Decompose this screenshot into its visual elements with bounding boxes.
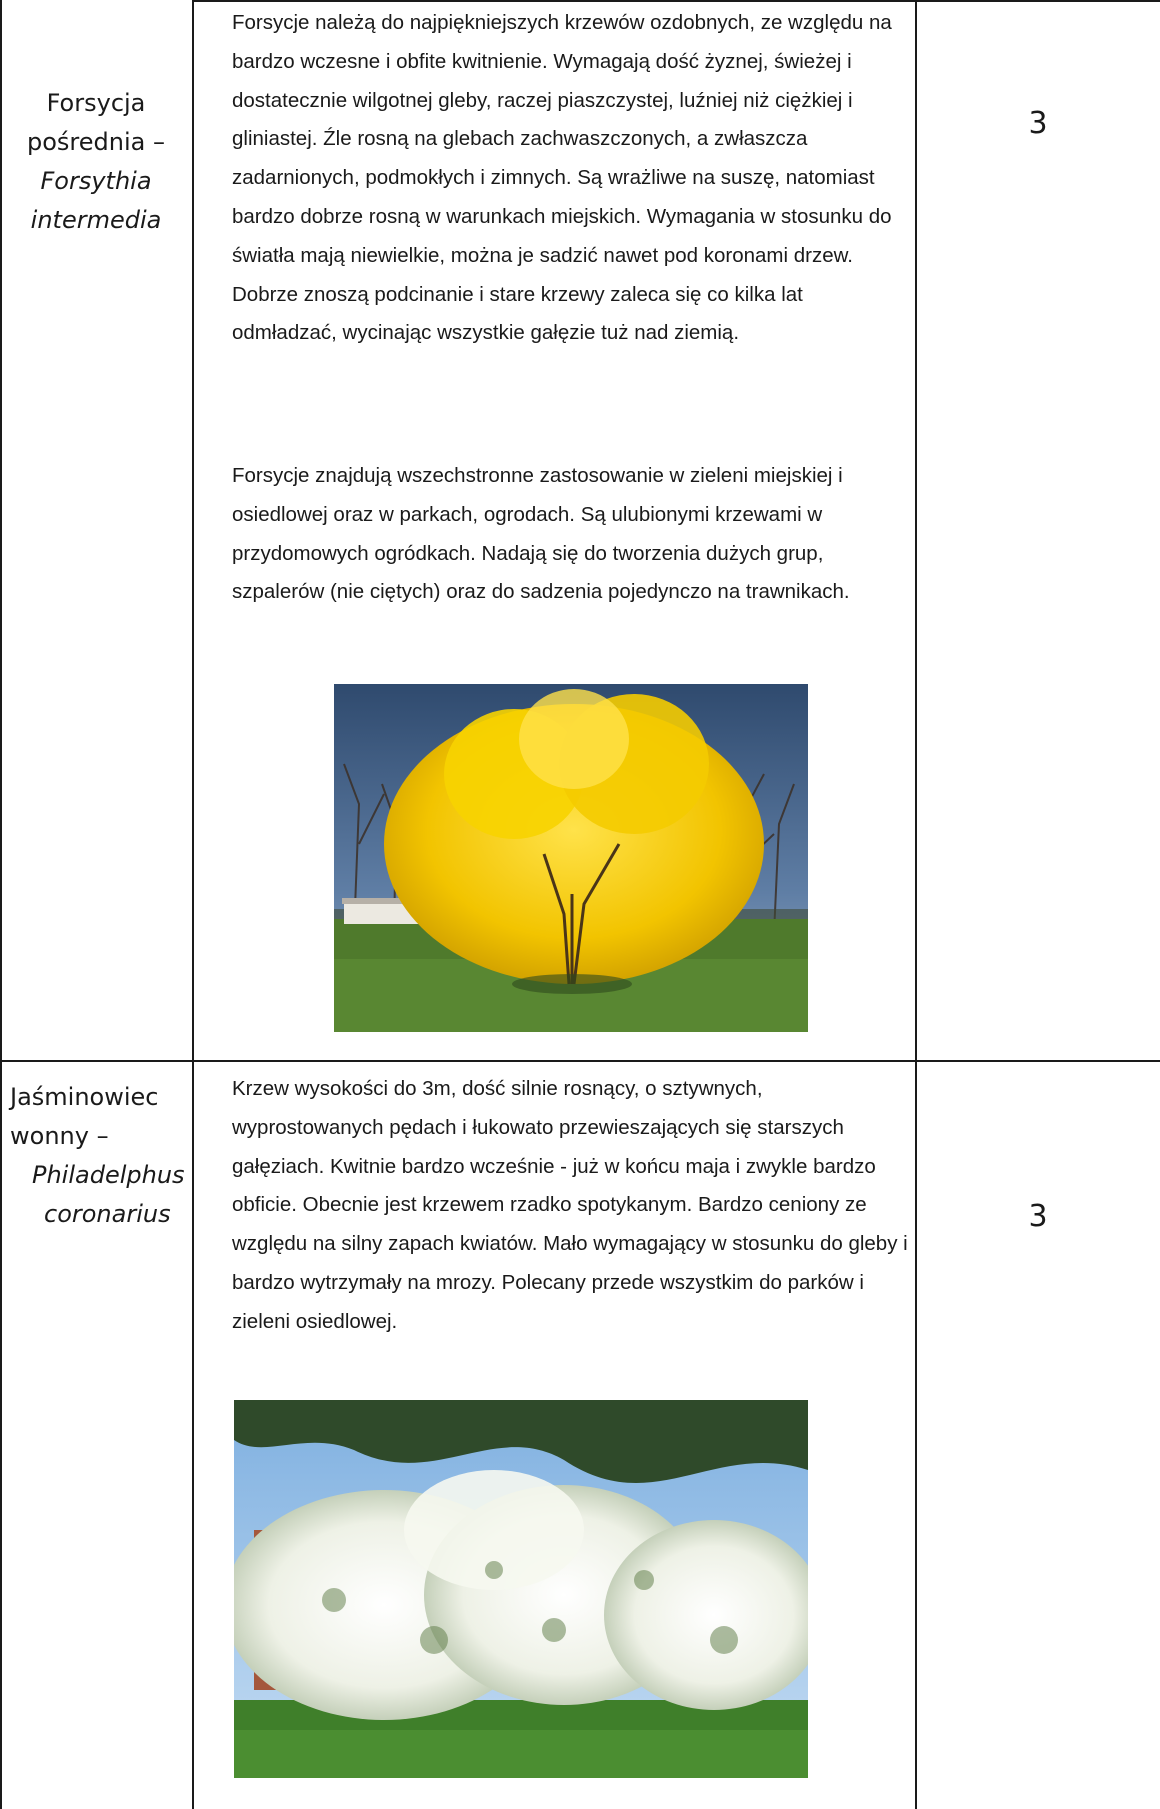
plant-latin-name-line1: Philadelphus	[32, 1161, 185, 1189]
column-divider-2	[915, 0, 917, 1809]
plant-latin-name-line2: intermedia	[30, 206, 162, 234]
plant-name-cell	[10, 1078, 190, 1234]
plant-latin-name-line1: Forsythia	[40, 167, 152, 195]
row-divider	[0, 1060, 1160, 1062]
table-border-top	[192, 0, 1160, 2]
plant-common-name-line2: wonny –	[10, 1122, 109, 1150]
plant-name-cell	[10, 84, 182, 240]
column-divider-1	[192, 0, 194, 1809]
forsythia-photo	[334, 684, 808, 1032]
plant-common-name-line2: pośrednia –	[27, 128, 165, 156]
plant-description: Krzew wysokości do 3m, dość silnie rosnący, o sztywnych, wyprostowanych pędach i łukowato przewieszających się starszych gałęziach. Kwitnie bardzo wcześnie - już w końcu maja i zwykle bardzo obficie. Obecnie jest krzewem rzadko spotykanym. Bardzo ceniony ze względu na silny zapach kwiatów. Mało wymagający w stosunku do gleby i bardzo wytrzymały na mrozy. Polecany przede wszystkim do parków i zieleni osiedlowej.	[232, 1077, 908, 1333]
plant-common-name-line1: Jaśminowiec	[10, 1083, 159, 1111]
value-cell: 3	[1028, 106, 1048, 141]
plant-common-name-line1: Forsycja	[46, 89, 146, 117]
plant-description: Forsycje należą do najpiękniejszych krzewów ozdobnych, ze względu na bardzo wczesne i obfite kwitnienie. Wymagają dość żyznej, świeżej i dostatecznie wilgotnej gleby, raczej piaszczystej, luźniej niż ciężkiej i gliniastej. Źle rosną na glebach zachwaszczonych, a zwłaszcza zadarnionych, podmokłych i zimnych. Są wrażliwe na suszę, natomiast bardzo dobrze rosną w warunkach miejskich. Wymagania w stosunku do światła mają niewielkie, można je sadzić nawet pod koronami drzew. Dobrze znoszą podcinanie i stare krzewy zaleca się co kilka lat odmładzać, wycinając wszystkie gałęzie tuż nad ziemią.	[232, 11, 892, 345]
plant-latin-name-line2: coronarius	[44, 1200, 171, 1228]
value-cell: 3	[1028, 1199, 1048, 1234]
plant-usage-description: Forsycje znajdują wszechstronne zastosowanie w zieleni miejskiej i osiedlowej oraz w parkach, ogrodach. Są ulubionymi krzewami w przydomowych ogródkach. Nadają się do tworzenia dużych grup, szpalerów (nie ciętych) oraz do sadzenia pojedynczo na trawnikach.	[232, 464, 850, 604]
table-border-left	[0, 0, 2, 1809]
philadelphus-photo	[234, 1400, 808, 1778]
